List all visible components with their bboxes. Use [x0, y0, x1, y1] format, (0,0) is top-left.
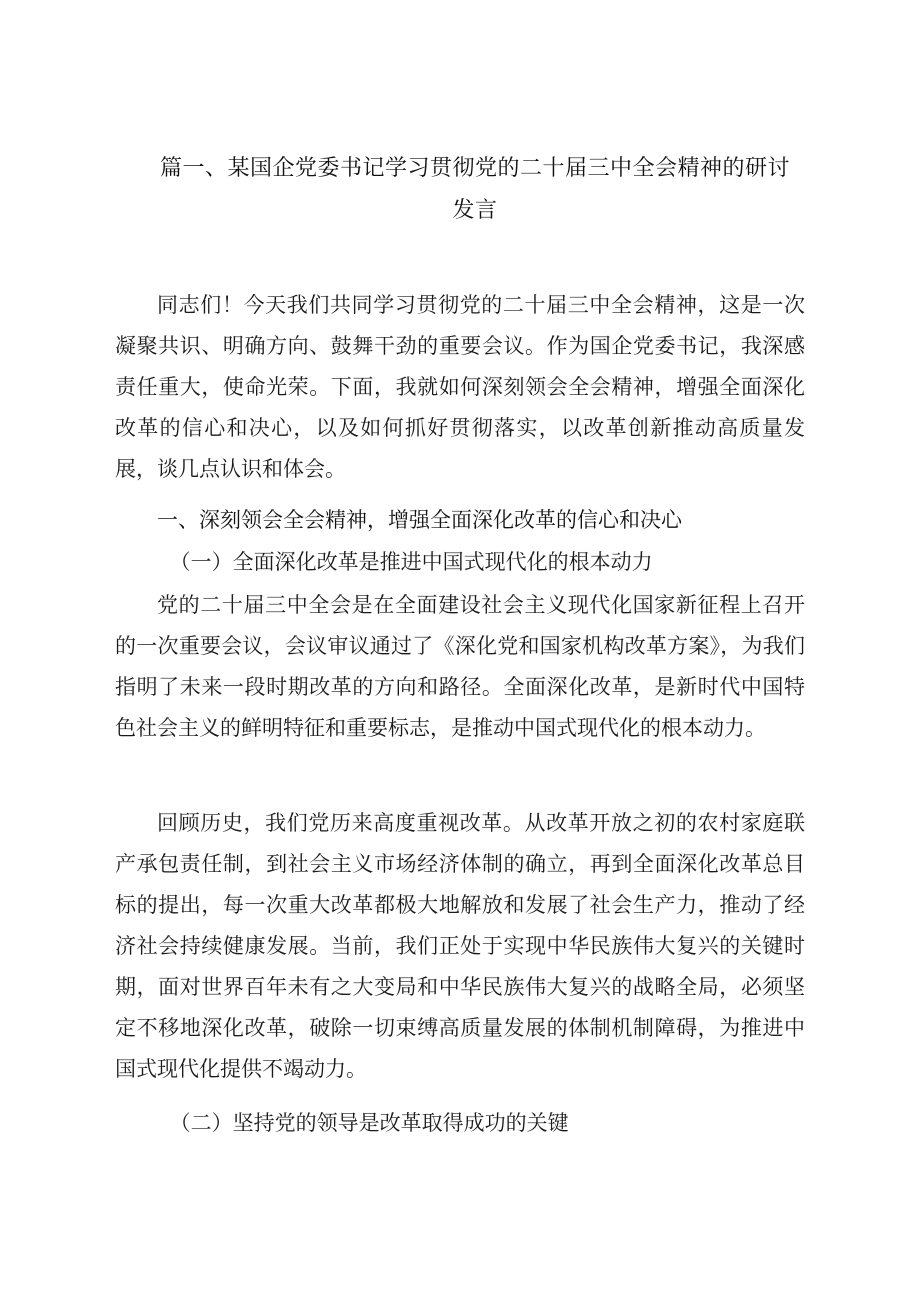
title-line-1: 篇一、某国企党委书记学习贯彻党的二十届三中全会精神的研讨 [159, 156, 790, 181]
intro-block [115, 285, 805, 490]
subsection-1-heading: （一）全面深化改革是推进中国式现代化的根本动力 [169, 550, 653, 574]
body-block-1 [115, 585, 805, 749]
document-title [115, 148, 835, 232]
body-block-2 [115, 803, 805, 1090]
paragraph-2: 回顾历史，我们党历来高度重视改革。从改革开放之初的农村家庭联产承包责任制，到社会主义市场经济体制的确立，再到全面深化改革总目标的提出，每一次重大改革都极大地解放和发展了社会生产力，推动了经济社会持续健康发展。当前，我们正处于实现中华民族伟大复兴的关键时期，面对世界百年未有之大变局和中华民族伟大复兴的战略全局，必须坚定不移地深化改革，破除一切束缚高质量发展的体制机制障碍，为推进中国式现代化提供不竭动力。 [115, 811, 805, 1081]
title-line-2: 发言 [452, 198, 498, 223]
subsection-2-heading: （二）坚持党的领导是改革取得成功的关键 [169, 1111, 569, 1135]
intro-paragraph: 同志们！今天我们共同学习贯彻党的二十届三中全会精神，这是一次凝聚共识、明确方向、鼓舞干劲的重要会议。作为国企党委书记，我深感责任重大，使命光荣。下面，我就如何深刻领会全会精神，增强全面深化改革的信心和决心，以及如何抓好贯彻落实，以改革创新推动高质量发展，谈几点认识和体会。 [115, 293, 805, 481]
paragraph-1: 党的二十届三中全会是在全面建设社会主义现代化国家新征程上召开的一次重要会议，会议审议通过了《深化党和国家机构改革方案》，为我们指明了未来一段时期改革的方向和路径。全面深化改革，是新时代中国特色社会主义的鲜明特征和重要标志，是推动中国式现代化的根本动力。 [115, 593, 805, 740]
section-1-heading: 一、深刻领会全会精神，增强全面深化改革的信心和决心 [157, 508, 682, 532]
